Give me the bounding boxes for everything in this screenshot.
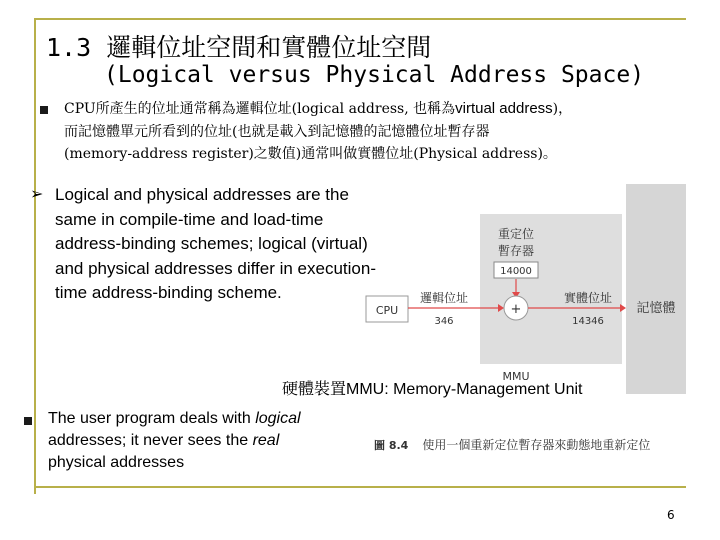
relocation-register-label-2: 暫存器: [497, 244, 535, 258]
figure-caption-text: 使用一個重新定位暫存器來動態地重新定位: [422, 438, 651, 452]
page-number: 6: [667, 508, 675, 522]
logical-value: 346: [434, 316, 454, 327]
mmu-label: MMU: [502, 370, 530, 383]
text-segment-virtual-address: virtual address: [455, 100, 553, 117]
text-segment: addresses; it never sees the: [48, 432, 253, 449]
relocation-value: 14000: [500, 266, 532, 277]
text-line: [48, 430, 348, 452]
text-line: [48, 408, 348, 430]
text-segment-real-italic: real: [252, 432, 280, 449]
frame-top-line: [34, 18, 686, 20]
physical-value: 14346: [572, 316, 604, 327]
figure-caption: [374, 436, 650, 453]
arrowhead-icon: [620, 304, 626, 312]
text-line: Logical and physical addresses are the: [55, 185, 349, 204]
relocation-register-label-1: 重定位: [497, 227, 535, 241]
logical-address-label: 邏輯位址: [419, 291, 469, 305]
text-line: address-binding schemes; logical (virtual): [55, 234, 368, 253]
figure-caption-label: 圖 8.4: [374, 439, 409, 452]
text-segment: The user program deals with: [48, 410, 256, 427]
frame-vertical-line: [34, 18, 36, 494]
text-line: and physical addresses differ in execution-: [55, 258, 376, 278]
text-line: same in compile-time and load-time: [55, 209, 324, 229]
square-bullet-icon: [24, 417, 32, 425]
text-line: (memory-address register)之數值)通常叫做實體位址(Physical address)。: [64, 146, 557, 162]
text-segment: CPU所產生的位址通常稱為邏輯位址(logical address, 也稱為: [64, 101, 456, 117]
adder-plus-sign: +: [510, 302, 522, 317]
text-line: physical addresses: [48, 454, 185, 471]
text-line: 而記憶體單元所看到的位址(也就是載入到記憶體的記憶體位址暫存器: [64, 123, 490, 140]
cpu-label: CPU: [375, 304, 399, 317]
text-segment: )，: [552, 101, 573, 117]
frame-bottom-line: [34, 486, 686, 488]
mmu-relocation-diagram: [360, 184, 700, 394]
memory-box: [626, 184, 686, 394]
physical-address-label: 實體位址: [563, 291, 613, 305]
bullet-logical-address-definition: [64, 98, 720, 166]
slide-title-line-2: (Logical versus Physical Address Space): [104, 62, 645, 88]
slide-title-line-1: 1.3 邏輯位址空間和實體位址空間: [46, 33, 432, 62]
arrow-bullet-icon: ➢: [30, 184, 44, 203]
text-line: [64, 98, 720, 121]
square-bullet-icon: [40, 106, 48, 114]
bullet-user-program: [48, 408, 348, 474]
text-segment-logical-italic: logical: [255, 410, 301, 427]
mmu-caption: 硬體裝置MMU: Memory-Management Unit: [282, 381, 583, 398]
text-line: time address-binding scheme.: [55, 283, 282, 302]
memory-label: 記憶體: [636, 301, 676, 316]
